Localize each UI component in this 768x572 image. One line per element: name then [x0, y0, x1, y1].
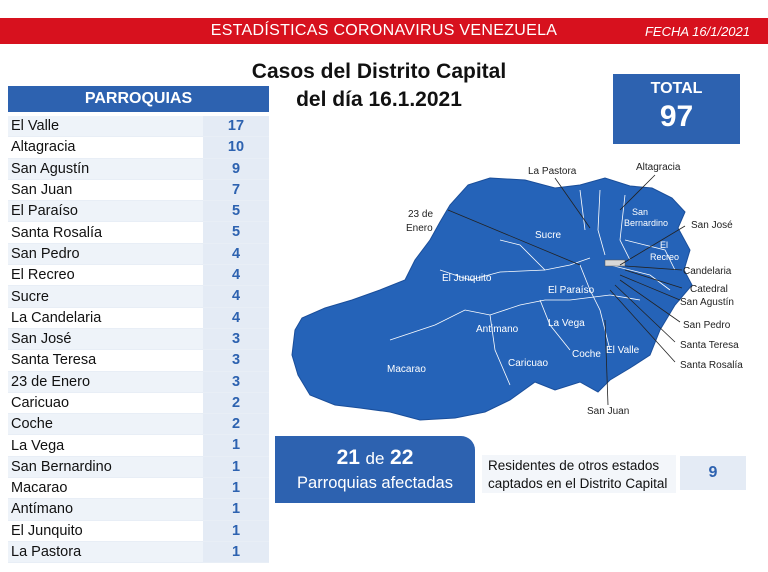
affected-total: 22 [390, 446, 414, 469]
parish-name: Macarao [11, 480, 68, 497]
label-el-recreo-1: El [660, 240, 669, 250]
header-date: FECHA 16/1/2021 [644, 24, 750, 39]
table-row [8, 116, 269, 137]
parish-name: Sucre [11, 288, 49, 305]
parish-cases: 3 [203, 372, 269, 392]
label-san-bernardino-2: Bernardino [624, 218, 669, 228]
parish-name: La Candelaria [11, 309, 102, 326]
parish-name: El Junquito [11, 522, 83, 539]
label-sucre: Sucre [535, 230, 562, 241]
parish-name: El Valle [11, 118, 60, 135]
label-el-paraiso: El Paraíso [548, 285, 595, 296]
parish-cases: 2 [203, 393, 269, 413]
label-el-junquito: El Junquito [442, 273, 492, 284]
parroquias-header: PARROQUIAS [8, 86, 269, 112]
parish-cases: 2 [203, 414, 269, 434]
label-antimano: Antimano [476, 324, 519, 335]
table-row [8, 499, 269, 520]
parish-name: Santa Teresa [11, 352, 97, 369]
subtitle-line1: Casos del Distrito Capital [251, 60, 507, 83]
residents-label [482, 455, 676, 493]
table-row [8, 521, 269, 542]
parish-name: El Recreo [11, 267, 75, 284]
parish-cases: 1 [203, 542, 269, 562]
parish-cases: 5 [203, 201, 269, 221]
table-row [8, 414, 269, 435]
parish-name: San Bernardino [11, 458, 112, 475]
affected-count-line [275, 446, 475, 470]
subtitle-line2: del día 16.1.2021 [296, 88, 462, 111]
parish-cases: 1 [203, 435, 269, 455]
catedral-marker [605, 260, 625, 266]
table-row [8, 159, 269, 180]
table-row [8, 265, 269, 286]
parroquias-table [8, 116, 269, 563]
table-row [8, 286, 269, 307]
parish-name: El Paraíso [11, 203, 78, 220]
total-label: TOTAL [650, 80, 703, 97]
parish-cases: 3 [203, 350, 269, 370]
table-row [8, 435, 269, 456]
district-map [280, 150, 768, 430]
table-row [8, 244, 269, 265]
affected-count: 21 [336, 446, 360, 469]
table-row [8, 222, 269, 243]
label-el-recreo-2: Recreo [650, 252, 680, 262]
table-row [8, 329, 269, 350]
parish-cases: 5 [203, 222, 269, 242]
label-san-agustin: San Agustín [680, 297, 734, 308]
parish-name: Caricuao [11, 395, 70, 411]
parish-cases: 1 [203, 457, 269, 477]
parish-name: Coche [11, 416, 53, 433]
label-candelaria: Candelaria [683, 266, 732, 277]
total-value: 97 [659, 100, 694, 133]
label-el-valle: El Valle [606, 345, 640, 356]
residents-line2: captados en el Distrito Capital [488, 476, 668, 491]
header-title: ESTADÍSTICAS CORONAVIRUS VENEZUELA [210, 22, 558, 39]
label-san-bernardino-1: San [632, 207, 649, 217]
table-row [8, 478, 269, 499]
parish-name: San Pedro [11, 245, 80, 262]
table-row [8, 308, 269, 329]
label-enero-2: Enero [406, 223, 433, 234]
table-row [8, 137, 269, 158]
parish-name: Altagracia [11, 139, 76, 156]
parish-cases: 7 [203, 180, 269, 200]
residents-value: 9 [680, 456, 746, 490]
parish-name: Santa Rosalía [11, 224, 103, 241]
residents-line1: Residentes de otros estados [488, 458, 660, 473]
parish-cases: 4 [203, 244, 269, 264]
total-box [613, 74, 740, 144]
label-enero-1: 23 de [408, 209, 434, 220]
label-altagracia: Altagracia [636, 162, 681, 173]
table-row [8, 372, 269, 393]
table-row [8, 457, 269, 478]
parish-cases: 4 [203, 265, 269, 285]
parish-cases: 17 [203, 116, 269, 136]
parish-name: San Agustín [11, 160, 90, 177]
affected-label: Parroquias afectadas [297, 474, 453, 492]
header-bar [0, 18, 768, 44]
label-san-jose: San José [691, 220, 733, 231]
label-santa-teresa: Santa Teresa [680, 340, 739, 351]
parish-cases: 1 [203, 499, 269, 519]
table-row [8, 350, 269, 371]
table-row [8, 201, 269, 222]
table-row [8, 180, 269, 201]
table-row [8, 393, 269, 414]
parish-cases: 3 [203, 329, 269, 349]
label-macarao: Macarao [387, 364, 426, 375]
affected-parishes-box [275, 436, 475, 503]
parish-cases: 1 [203, 478, 269, 498]
parish-cases: 9 [203, 159, 269, 179]
parish-name: La Vega [11, 437, 65, 454]
parish-cases: 4 [203, 308, 269, 328]
label-la-pastora: La Pastora [528, 166, 577, 177]
parish-cases: 4 [203, 286, 269, 306]
parish-cases: 1 [203, 521, 269, 541]
parish-cases: 10 [203, 137, 269, 157]
table-row [8, 542, 269, 563]
parish-name: Antímano [11, 501, 74, 518]
label-santa-rosalia: Santa Rosalía [680, 360, 743, 371]
label-san-juan: San Juan [587, 406, 630, 417]
label-san-pedro: San Pedro [683, 320, 731, 331]
parish-name: La Pastora [11, 544, 82, 561]
parish-name: San José [11, 331, 72, 348]
parish-name: San Juan [11, 182, 73, 199]
label-la-vega: La Vega [548, 318, 585, 329]
parish-name: 23 de Enero [11, 373, 91, 390]
label-coche: Coche [572, 349, 601, 360]
label-catedral: Catedral [690, 284, 728, 295]
label-caricuao: Caricuao [508, 358, 549, 369]
affected-of: de [365, 449, 385, 468]
